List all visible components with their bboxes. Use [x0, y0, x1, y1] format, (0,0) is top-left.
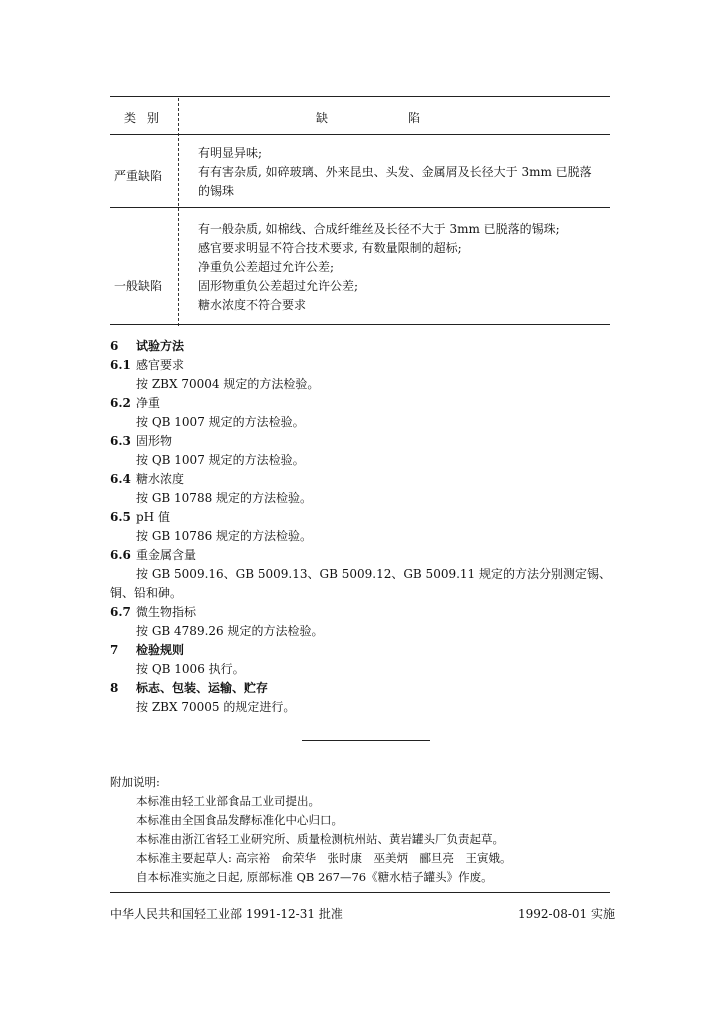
- approval-date: 中华人民共和国轻工业部 1991-12-31 批准: [110, 907, 343, 921]
- section-heading: 6 试验方法: [110, 339, 185, 353]
- category-general: 一般缺陷: [114, 279, 163, 293]
- section-heading: 7 检验规则: [110, 643, 185, 657]
- list-item: 糖水浓度不符合要求: [198, 298, 307, 312]
- section-text: 按 QB 1007 规定的方法检验。: [136, 415, 305, 429]
- section-heading: 6.7 微生物指标: [110, 605, 197, 619]
- footer-rule: [110, 892, 610, 893]
- list-item: 有一般杂质, 如棉线、合成纤维丝及长径不大于 3mm 已脱落的锡珠;: [198, 222, 560, 236]
- note-line: 本标准主要起草人: 高宗裕 俞荣华 张时康 巫美炳 郦旦亮 王寅娥。: [136, 851, 512, 865]
- section-text: 按 ZBX 70005 的规定进行。: [136, 700, 296, 714]
- end-separator: [302, 740, 430, 741]
- list-item: 有有害杂质, 如碎玻璃、外来昆虫、头发、金属屑及长径大于 3mm 已脱落的锡珠: [198, 165, 592, 198]
- note-line: 本标准由轻工业部食品工业司提出。: [136, 794, 320, 808]
- header-rule: [110, 134, 610, 135]
- section-heading: 8 标志、包装、运输、贮存: [110, 681, 269, 695]
- implementation-date: 1992-08-01 实施: [517, 907, 615, 921]
- note-line: 本标准由全国食品发酵标准化中心归口。: [136, 813, 343, 827]
- section-text: 按 ZBX 70004 规定的方法检验。: [136, 377, 320, 391]
- section-text: 按 QB 1006 执行。: [136, 662, 245, 676]
- note-line: 自本标准实施之日起, 原部标准 QB 267—76《糖水桔子罐头》作废。: [136, 870, 493, 884]
- table-column-divider: [178, 98, 179, 326]
- section-text: 按 QB 1007 规定的方法检验。: [136, 453, 305, 467]
- section-text: 按 GB 4789.26 规定的方法检验。: [136, 624, 324, 638]
- list-item: 净重负公差超过允许公差;: [198, 260, 335, 274]
- section-text: 按 GB 10788 规定的方法检验。: [136, 491, 313, 505]
- list-item: 感官要求明显不符合技术要求, 有数量限制的超标;: [198, 241, 462, 255]
- list-item: 固形物重负公差超过允许公差;: [198, 279, 359, 293]
- section-heading: 6.5 pH 值: [110, 510, 170, 524]
- notes-heading: 附加说明:: [110, 775, 160, 789]
- table-bottom-rule: [110, 324, 610, 325]
- additional-notes: [110, 773, 615, 887]
- section-heading: 6.1 感官要求: [110, 358, 185, 372]
- table-top-rule: [110, 96, 610, 97]
- header-category: 类别: [124, 111, 171, 125]
- list-item: 有明显异味;: [198, 146, 263, 160]
- section-heading: 6.3 固形物: [110, 434, 173, 448]
- section-heading: 6.6 重金属含量: [110, 548, 197, 562]
- category-critical: 严重缺陷: [114, 169, 163, 183]
- row-rule: [110, 207, 610, 208]
- critical-defect-items: [198, 144, 603, 201]
- note-line: 本标准由浙江省轻工业研究所、质量检测杭州站、黄岩罐头厂负责起草。: [136, 832, 504, 846]
- section-text: 按 GB 5009.16、GB 5009.13、GB 5009.12、GB 5009.11 规定的方法分别测定锡、铜、铅和砷。: [110, 567, 611, 600]
- section-heading: 6.4 糖水浓度: [110, 472, 185, 486]
- test-methods-body: [110, 337, 615, 717]
- section-text: 按 GB 10786 规定的方法检验。: [136, 529, 313, 543]
- general-defect-items: [198, 220, 603, 315]
- header-defect: 缺陷: [316, 111, 501, 125]
- section-heading: 6.2 净重: [110, 396, 161, 410]
